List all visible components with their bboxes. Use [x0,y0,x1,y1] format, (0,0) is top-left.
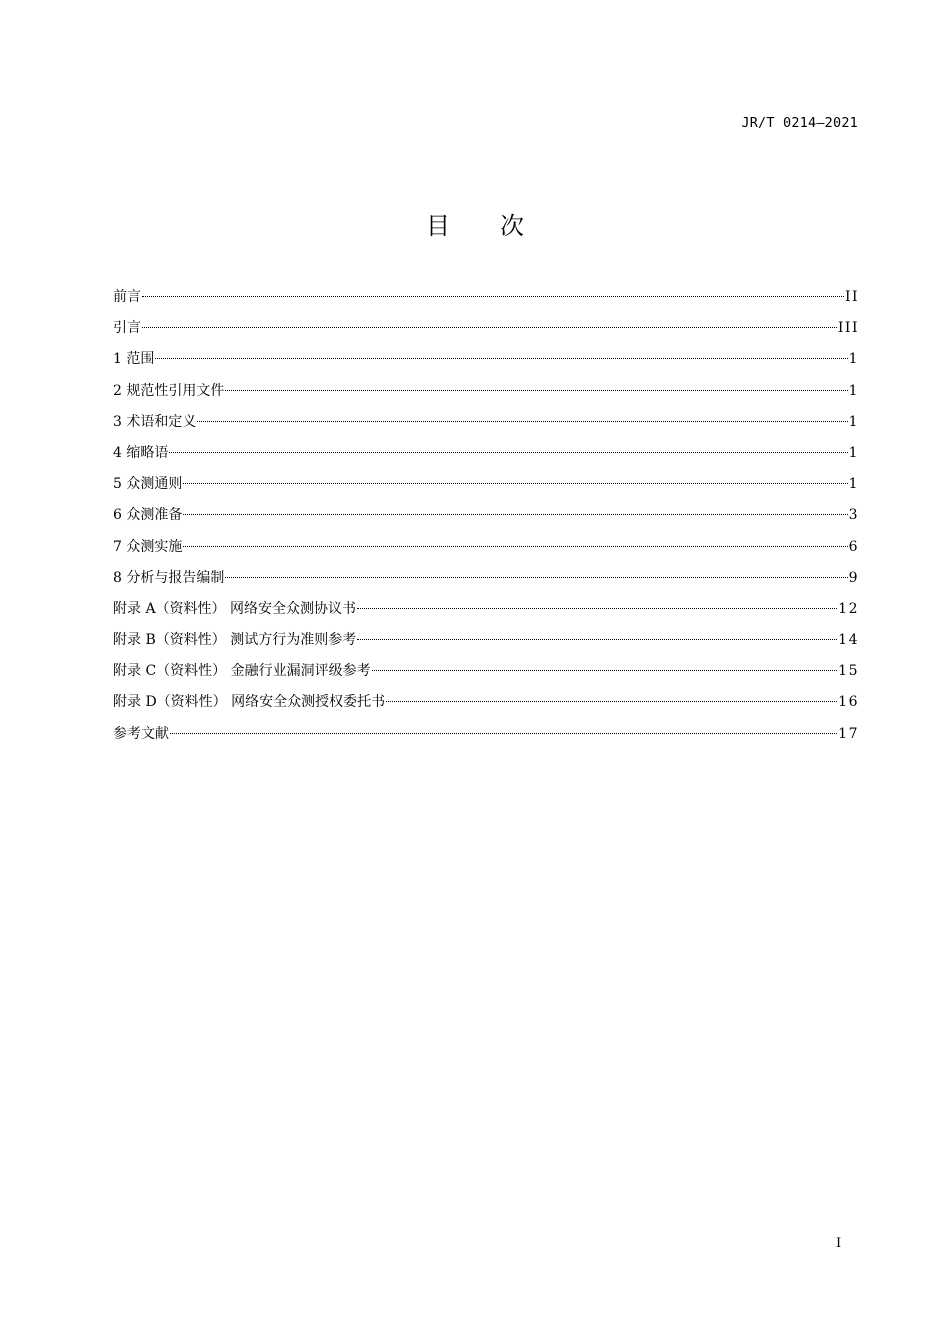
table-of-contents [113,286,859,754]
toc-leader-dots [225,390,847,391]
toc-leader-dots [357,608,837,609]
toc-entry-general-rules[interactable] [113,473,859,504]
toc-leader-dots [155,358,847,359]
toc-entry-appendix-d[interactable] [113,691,859,722]
toc-entry-page: 6 [848,538,859,555]
toc-entry-label: 附录 C（资料性） 金融行业漏洞评级参考 [113,663,371,680]
toc-entry-page: III [837,320,859,337]
toc-entry-label: 参考文献 [113,725,169,742]
page-number: I [836,1236,842,1251]
toc-entry-page: 9 [848,569,859,586]
toc-entry-bibliography[interactable] [113,723,859,754]
toc-leader-dots [183,514,847,515]
toc-entry-appendix-a[interactable] [113,598,859,629]
toc-leader-dots [169,452,847,453]
toc-entry-page: 1 [848,413,859,430]
toc-entry-page: 1 [848,444,859,461]
toc-entry-page: 1 [848,476,859,493]
toc-entry-page: 12 [838,600,859,617]
toc-entry-label: 6 众测准备 [113,507,183,524]
toc-entry-foreword[interactable] [113,286,859,317]
toc-entry-label: 4 缩略语 [113,444,169,461]
toc-leader-dots [183,483,847,484]
toc-entry-label: 附录 D（资料性） 网络安全众测授权委托书 [113,694,386,711]
toc-entry-implementation[interactable] [113,536,859,567]
toc-leader-dots [170,733,837,734]
toc-entry-appendix-b[interactable] [113,629,859,660]
toc-entry-label: 1 范围 [113,351,155,368]
toc-entry-terms-definitions[interactable] [113,411,859,442]
toc-entry-page: 1 [848,382,859,399]
toc-entry-page: 15 [838,663,859,680]
toc-title: 目次 [426,212,574,240]
toc-entry-page: 3 [848,507,859,524]
toc-entry-page: II [844,289,859,305]
toc-leader-dots [197,421,847,422]
toc-entry-page: 1 [848,351,859,368]
toc-leader-dots [372,670,838,671]
toc-entry-page: 17 [838,725,859,742]
toc-entry-label: 3 术语和定义 [113,413,197,430]
toc-entry-label: 2 规范性引用文件 [113,382,225,399]
toc-leader-dots [142,296,844,297]
toc-entry-label: 7 众测实施 [113,538,183,555]
document-number: JR/T 0214—2021 [741,115,858,131]
toc-entry-label: 8 分析与报告编制 [113,569,225,586]
toc-entry-page: 14 [838,632,859,649]
toc-entry-normative-references[interactable] [113,380,859,411]
toc-entry-preparation[interactable] [113,504,859,535]
toc-leader-dots [225,577,847,578]
toc-leader-dots [183,546,847,547]
toc-entry-label: 前言 [113,289,141,305]
toc-entry-label: 引言 [113,320,141,337]
toc-entry-label: 附录 A（资料性） 网络安全众测协议书 [113,600,357,617]
toc-entry-page: 16 [838,694,859,711]
toc-entry-analysis-report[interactable] [113,567,859,598]
toc-leader-dots [357,639,837,640]
toc-entry-appendix-c[interactable] [113,660,859,691]
toc-entry-label: 附录 B（资料性） 测试方行为准则参考 [113,632,357,649]
toc-entry-abbreviations[interactable] [113,442,859,473]
toc-entry-scope[interactable] [113,348,859,379]
toc-leader-dots [142,327,837,328]
toc-entry-introduction[interactable] [113,317,859,348]
toc-entry-label: 5 众测通则 [113,476,183,493]
toc-leader-dots [386,701,837,702]
